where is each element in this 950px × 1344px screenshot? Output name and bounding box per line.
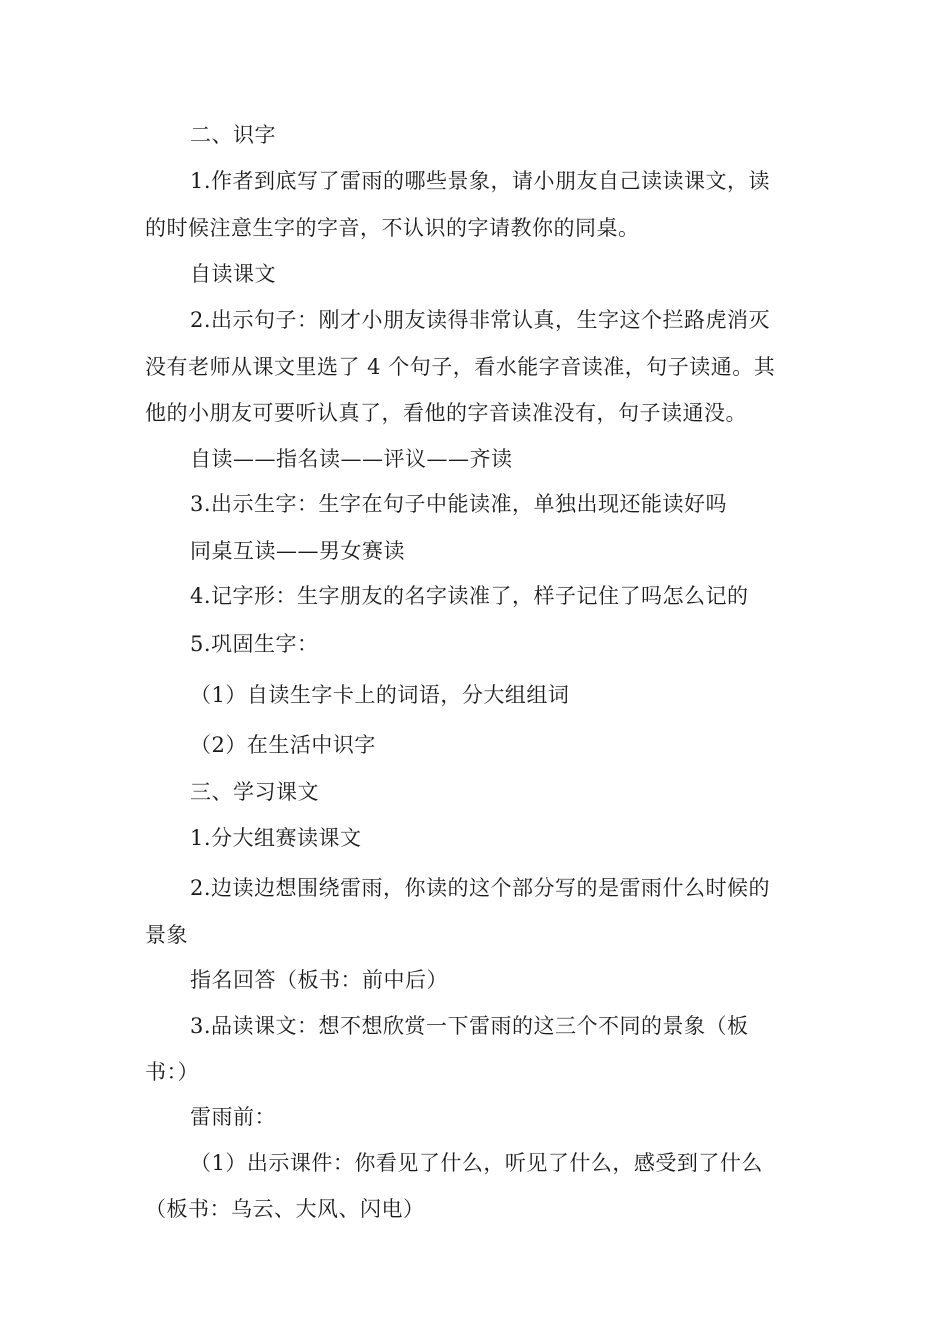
paragraph-line: 指名回答（板书：前中后） [190,968,448,992]
section-heading-study-text: 三、学习课文 [190,780,319,804]
paragraph-line: 自读课文 [190,262,276,286]
paragraph-line: 3.出示生字：生字在句子中能读准，单独出现还能读好吗 [190,492,728,516]
paragraph-line: 雷雨前： [190,1105,276,1129]
paragraph-line: 自读——指名读——评议——齐读 [190,447,513,471]
paragraph-line: 1.作者到底写了雷雨的哪些景象，请小朋友自己读读课文，读 [190,169,771,193]
paragraph-line: （板书：乌云、大风、闪电） [145,1197,425,1221]
paragraph-line: 没有老师从课文里选了 4 个句子，看水能字音读准，句子读通。其 [145,355,776,379]
list-item: （1）出示课件：你看见了什么，听见了什么，感受到了什么 [190,1151,763,1175]
paragraph-line: 景象 [145,923,188,947]
paragraph-line: 他的小朋友可要听认真了，看他的字音读准没有，句子读通没。 [145,401,747,425]
paragraph-line: 1.分大组赛读课文 [190,826,362,850]
list-item: （2）在生活中识字 [190,733,376,757]
paragraph-line: 同桌互读——男女赛读 [190,539,405,563]
paragraph-line: 的时候注意生字的字音，不认识的字请教你的同桌。 [145,216,640,240]
paragraph-line: 2.出示句子：刚才小朋友读得非常认真，生字这个拦路虎消灭 [190,308,771,332]
section-heading-recognize-characters: 二、识字 [190,123,276,147]
paragraph-line: 4.记字形：生字朋友的名字读准了，样子记住了吗怎么记的 [190,584,749,608]
paragraph-line: 3.品读课文：想不想欣赏一下雷雨的这三个不同的景象（板 [190,1014,749,1038]
list-item: （1）自读生字卡上的词语，分大组组词 [190,683,570,707]
paragraph-line: 5.巩固生字： [190,632,319,656]
paragraph-line: 2.边读边想围绕雷雨，你读的这个部分写的是雷雨什么时候的 [190,876,771,900]
paragraph-line: 书：） [145,1060,199,1084]
